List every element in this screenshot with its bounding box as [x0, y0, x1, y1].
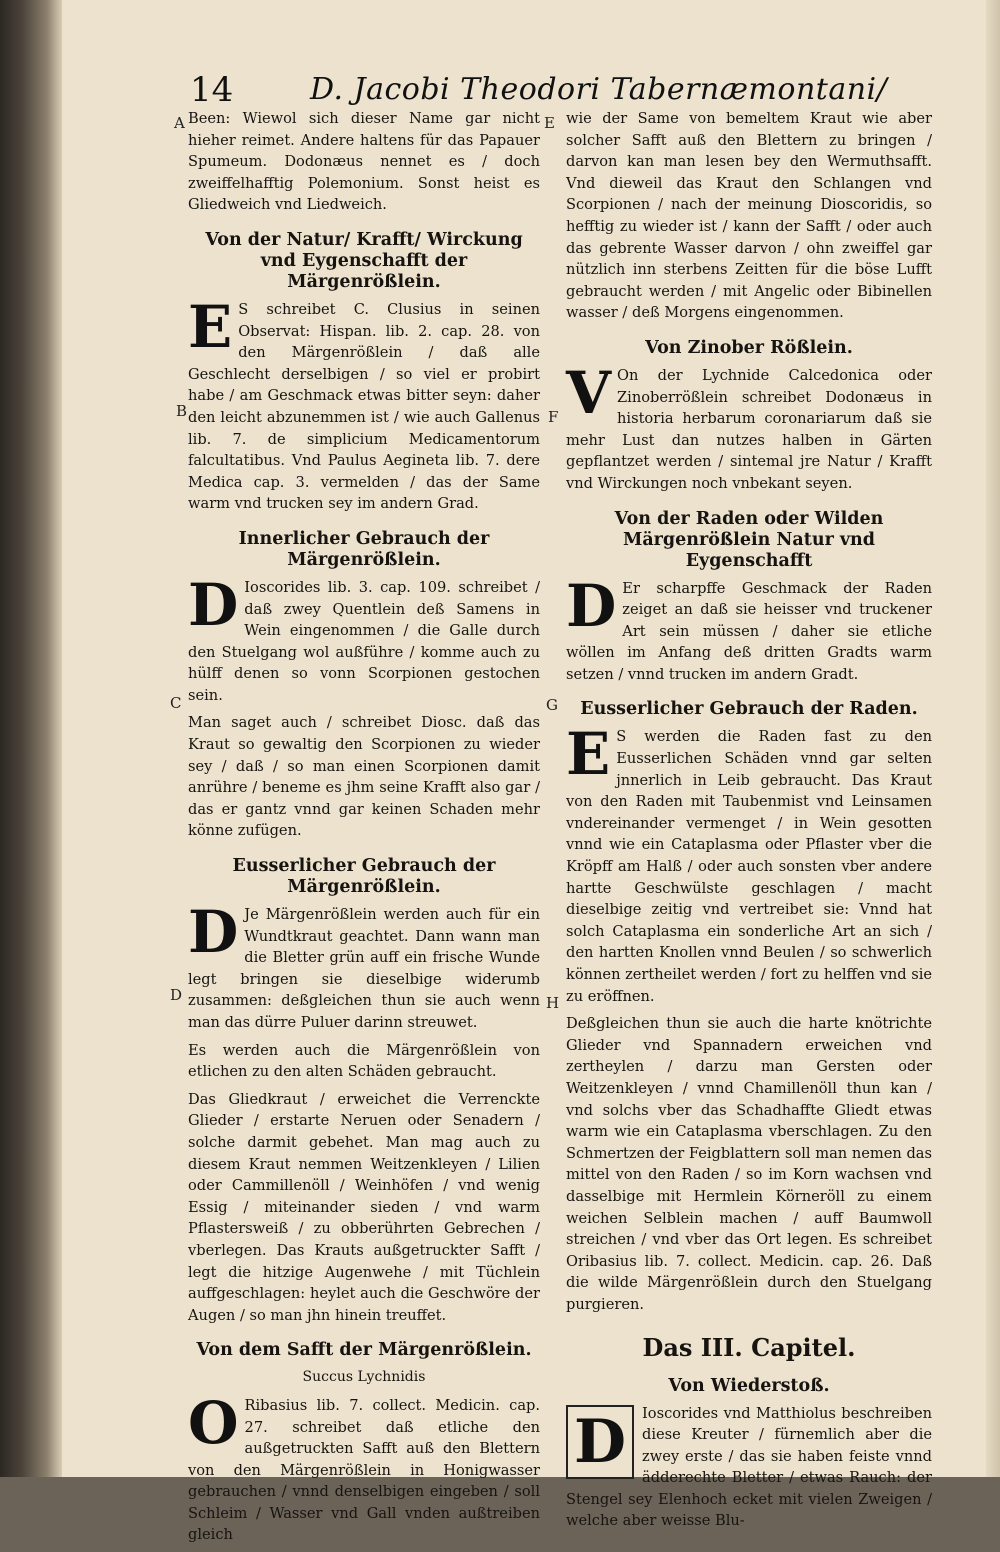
- right-paragraph-wiederstoss: D Ioscorides vnd Matthiolus beschreiben diese Kreuter / fürnemlich aber die zwey erste / das sie haben feiste vnnd ädderechte Bletter / etwas Rauch: der Stengel sey Elenhoch ecket mit vielen Zweigen / welche aber weisse Blu-: [566, 1404, 932, 1530]
- margin-letter-h: H: [546, 994, 560, 1012]
- drop-cap-o: O: [188, 1388, 239, 1457]
- page-number: 14: [190, 70, 234, 110]
- drop-cap-d: D: [188, 570, 239, 639]
- drop-cap-e-2: E: [566, 720, 611, 789]
- left-paragraph-wound-herb: D Je Märgenrößlein werden auch für ein Wundtkraut geachtet. Dann wann man die Bletter grün auff ein frische Wunde legt bringen sie dieselbige widerumb zusammen: deßgleichen thun sie auch wenn man das dürre Puluer darinn streuwet.: [188, 898, 540, 1031]
- margin-letter-c: C: [170, 694, 182, 712]
- right-paragraph-taste: D Er scharpffe Geschmack der Raden zeiget an daß sie heisser vnd truckener Art sein müssen / daher sie etliche wöllen im Anfang deß dritten Gradts warm setzen / vnnd trucken im andern Gradt.: [566, 571, 932, 683]
- margin-letter-b: B: [176, 402, 188, 420]
- margin-letter-d: D: [170, 986, 183, 1004]
- left-heading-juice: Von dem Safft der Märgenrößlein.: [196, 1340, 532, 1361]
- right-paragraph-lychnide: V On der Lychnide Calcedonica oder Zinoberrößlein schreibet Dodonæus in historia herbarum coronariarum daß sie mehr Lust dan nutzes halben in Gärten gepflantzet werden / sintemal jre Natur / Krafft vnd Wirckungen noch vnbekant seyen.: [566, 358, 932, 492]
- ornamental-drop-cap-d: D: [566, 1405, 634, 1479]
- right-heading-raden-external: Eusserlicher Gebrauch der Raden.: [580, 699, 918, 720]
- right-column: [566, 108, 932, 1538]
- right-paragraph-raden-use: E S werden die Raden fast zu den Eusserlichen Schäden vnnd gar selten jnnerlich in Leib gebraucht. Das Kraut von den Raden mit Taubenmist vnd Leinsamen vndereinander vermenget / in Wein gesotten vnnd wie ein Cataplasma oder Pflaster vber die Kröpff am Halß / oder auch sonsten vber andere hartte Geschwülste geschlagen / macht dieselbige zeitig vnd vertreibet sie: Vnnd hat solch Cataplasma ein sonderliche Art an sich / den hartten Knollen vnnd Beulen / so schwerlich können zertheilet werden / fort zu helffen vnd sie zu eröffnen.: [566, 720, 933, 1005]
- drop-cap-v: V: [566, 358, 612, 427]
- chapter-subtitle: Von Wiederstoß.: [668, 1375, 830, 1396]
- left-subheading-succus: Succus Lychnidis: [302, 1369, 426, 1386]
- margin-letter-a: A: [174, 114, 185, 132]
- left-paragraph-oribasius: O Ribasius lib. 7. collect. Medicin. cap. 27. schreibet daß etliche den außgetruckten Safft auß den Blettern von den Märgenrößlein in Honigwasser gebrauchen / vnnd denselbigen eingeben / soll Schleim / Wasser vnd Gall vnden außtreiben gleich: [188, 1388, 540, 1544]
- left-paragraph-gliedkraut: Das Gliedkraut / erweichet die Verrenckte Glieder / erstarte Neruen oder Senadern / solche darmit gebehet. Man mag auch zu diesem Kraut nemmen Weitzenkleyen / Lilien oder Cammillenöll / Weinhöfen / vnd wenig Essig / miteinander sieden / vnd warm Pflastersweiß / zu obberührten Gebrechen / vberlegen. Das Krauts außgetruckter Safft / legt die hitzige Augenwehe / mit Tüchlein auffgeschlagen: heylet auch die Geschwöre der Augen / so man jhn hinein treuffet.: [188, 1090, 540, 1324]
- drop-cap-d-3: D: [566, 571, 617, 640]
- drop-cap-e: E: [188, 292, 233, 361]
- page-edge: [986, 0, 1000, 1477]
- book-gutter: [0, 0, 62, 1477]
- left-paragraph-scorpions: Man saget auch / schreibet Diosc. daß das Kraut so gewaltig den Scorpionen zu wieder sey / daß / so man einen Scorpionen damit anrühre / beneme es jhm seine Krafft also gar / das er gantz vnnd gar keinen Schaden mehr könne zufügen.: [188, 714, 540, 840]
- margin-letter-f: F: [548, 408, 559, 426]
- chapter-title: Das III. Capitel.: [642, 1332, 856, 1362]
- margin-letter-g: G: [546, 696, 558, 714]
- left-heading-nature: Von der Natur/ Krafft/ Wirckung vnd Eygenschafft der Märgenrößlein.: [205, 229, 523, 292]
- left-paragraph-clusius: E S schreibet C. Clusius in seinen Observat: Hispan. lib. 2. cap. 28. von den Märgenrößlein / daß alle Geschlecht derselbigen / so viel er probirt habe / am Geschmack etwas bitter seyn: daher den leicht abzunemmen ist / wie auch Gallenus lib. 7. de simplicium Medicamentorum falcultatibus. Vnd Paulus Aegineta lib. 7. dere Medica cap. 3. vermelden / das der Same warm vnd trucken sey im andern Grad.: [188, 292, 540, 513]
- right-heading-zinober: Von Zinober Rößlein.: [645, 337, 853, 358]
- left-paragraph-dioscorides: D Ioscorides lib. 3. cap. 109. schreibet / daß zwey Quentlein deß Samens in Wein eingenommen / die Galle durch den Stuelgang wol außführe / komme auch zu hülff denen so vonn Scorpionen gestochen sein.: [188, 570, 540, 704]
- right-heading-raden-nature: Von der Raden oder Wilden Märgenrößlein Natur vnd Eygenschafft: [614, 508, 884, 571]
- running-title: D. Jacobi Theodori Tabernæmontani/: [310, 72, 888, 107]
- margin-letter-e: E: [544, 114, 555, 132]
- right-intro: wie der Same von bemeltem Kraut wie aber solcher Safft auß den Blettern zu bringen / darvon kan man lesen bey den Wermuthsafft. Vnd dieweil das Kraut den Schlangen vnd Scorpionen / nach der meinung Dioscoridis, so hefftig zu wieder ist / kann der Safft / oder auch das gebrente Wasser darvon / ohn zweiffel gar nützlich inn sterbens Zeitten für die böse Lufft gebraucht werden / mit Angelic oder Bibinellen wasser / deß Morgens eingenommen.: [566, 110, 932, 322]
- left-heading-external-use: Eusserlicher Gebrauch der Märgenrößlein.: [232, 856, 496, 898]
- left-column: [188, 108, 540, 1552]
- right-paragraph-joints: Deßgleichen thun sie auch die harte knötrichte Glieder vnd Spannadern erweichen vnd zertheylen / darzu man Gersten oder Weitzenkleyen / vnnd Chamillenöll thun kan / vnd solchs vber das Schadhaffte Gliedt etwas warm wie ein Cataplasma vberschlagen. Zu den Schmertzen der Feigblattern soll man nemen das mittel von den Raden / so im Korn wachsen vnd dasselbige mit Hermlein Körneröll zu einem weichen Selblein machen / auff Baumwoll streichen / vnd vber das Ort legen. Es schreibet Oribasius lib. 7. collect. Medicin. cap. 26. Daß die wilde Märgenrößlein durch den Stuelgang purgieren.: [566, 1015, 932, 1313]
- drop-cap-d-2: D: [188, 898, 239, 967]
- left-heading-internal-use: Innerlicher Gebrauch der Märgenrößlein.: [238, 528, 490, 570]
- left-paragraph-old-sores: Es werden auch die Märgenrößlein von etlichen zu den alten Schäden gebraucht.: [188, 1041, 540, 1081]
- left-intro: Been: Wiewol sich dieser Name gar nicht hieher reimet. Andere haltens für das Papauer Spumeum. Dodonæus nennet es / doch zweiffelhafftig Polemonium. Sonst heist es Gliedweich vnd Liedweich.: [188, 110, 540, 214]
